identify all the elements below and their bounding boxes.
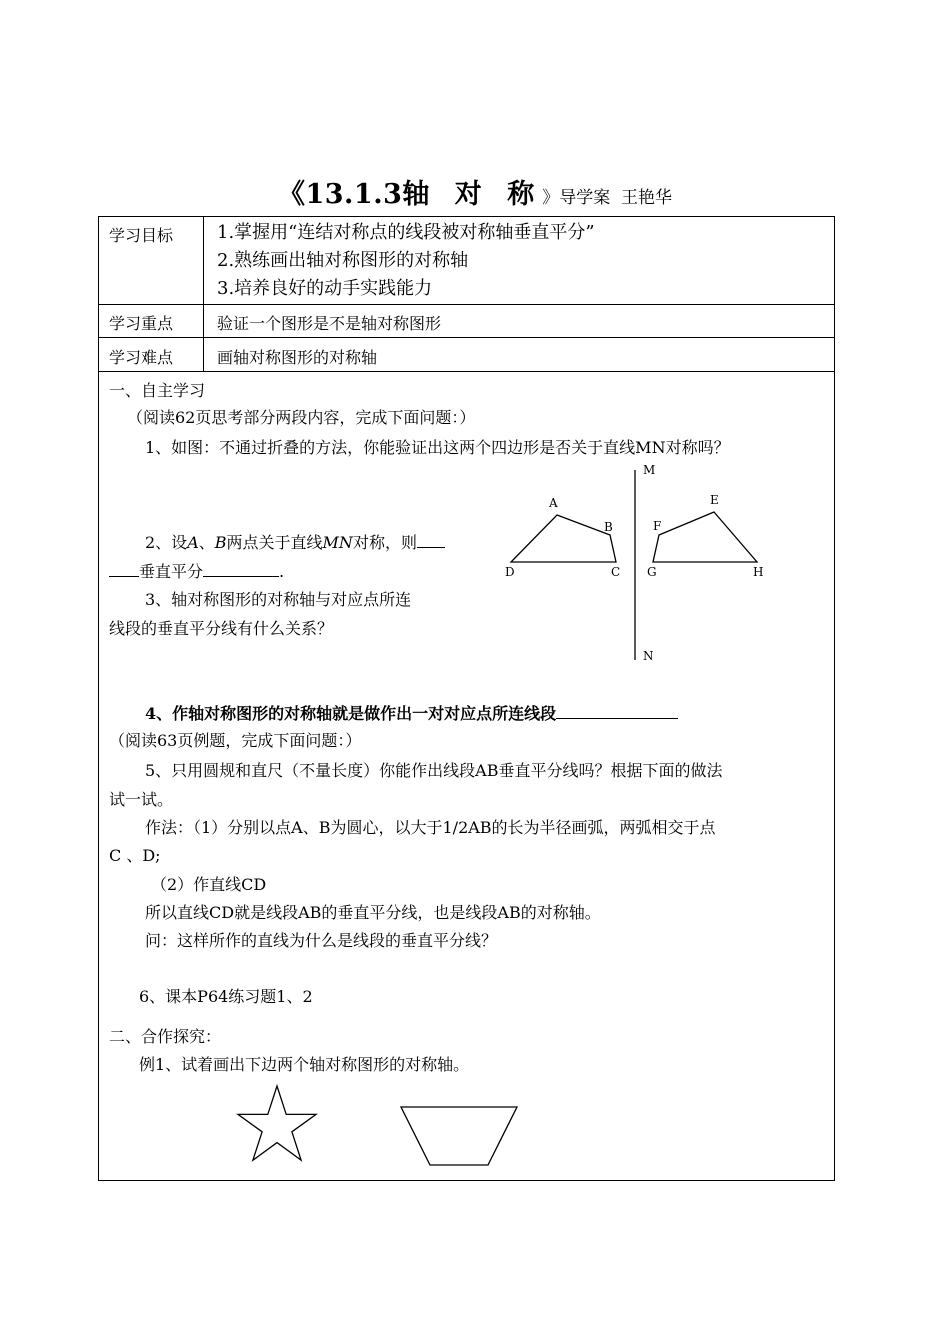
difficulty-label: 学习难点	[109, 348, 174, 367]
q2-point-b: B	[214, 533, 227, 552]
answer-blank[interactable]	[417, 547, 445, 548]
question-3-line1: 3、轴对称图形的对称轴与对应点所连	[145, 590, 412, 609]
title-number: 13.1.3	[305, 179, 403, 210]
star-figure	[231, 1081, 323, 1165]
question-6: 6、课本P64练习题1、2	[139, 987, 313, 1006]
question-why: 问：这样所作的直线为什么是线段的垂直平分线？	[145, 931, 498, 950]
trapezoid-shape	[401, 1107, 517, 1165]
label-m: M	[643, 463, 656, 477]
quadrilateral-abcd	[511, 515, 616, 562]
q2-end: .	[279, 562, 285, 581]
goal-item: 2.熟练画出轴对称图形的对称轴	[217, 250, 469, 271]
label-d: D	[505, 565, 515, 579]
study-sheet-table	[98, 216, 835, 1181]
answer-blank[interactable]	[556, 718, 678, 719]
method-line2: C 、D;	[109, 846, 161, 865]
goal-item: 1.掌握用“连结对称点的线段被对称轴垂直平分”	[217, 222, 595, 243]
q2-suffix: 对称，则	[352, 533, 417, 552]
question-2-line2	[109, 559, 284, 582]
question-2-line1	[145, 530, 445, 553]
column-divider	[203, 217, 204, 371]
question-4-text: 4、作轴对称图形的对称轴就是做作出一对对应点所连线段	[145, 704, 557, 723]
answer-blank[interactable]	[203, 576, 279, 577]
q2-sep: 、	[198, 533, 215, 552]
read-note: （阅读62页思考部分两段内容，完成下面问题：）	[127, 408, 476, 427]
quadrilaterals-figure	[499, 462, 779, 667]
row-divider	[99, 304, 834, 305]
title-author: 王艳华	[621, 188, 673, 208]
row-divider	[99, 337, 834, 338]
title-topic: 轴 对 称	[402, 179, 543, 210]
q2-point-a: A	[187, 533, 199, 552]
document-title	[0, 172, 950, 211]
question-1: 1、如图：不通过折叠的方法，你能验证出这两个四边形是否关于直线MN对称吗？	[145, 438, 730, 457]
label-a: A	[549, 496, 558, 510]
label-b: B	[604, 520, 613, 534]
label-f: F	[653, 519, 662, 533]
trapezoid-figure	[397, 1101, 521, 1167]
label-e: E	[710, 493, 719, 507]
label-n: N	[643, 649, 654, 663]
question-4	[145, 701, 678, 724]
method-step2: （2）作直线CD	[151, 875, 267, 894]
read-note-2: （阅读63页例题，完成下面问题：）	[109, 731, 362, 750]
title-subtitle: 导学案	[559, 188, 611, 208]
key-label: 学习重点	[109, 314, 174, 333]
q2-mid: 两点关于直线	[226, 533, 323, 552]
question-3-line2: 线段的垂直平分线有什么关系？	[109, 619, 334, 638]
key-text: 验证一个图形是不是轴对称图形	[217, 314, 442, 333]
quadrilateral-efgh	[653, 512, 757, 562]
label-g: G	[647, 565, 657, 579]
label-c: C	[611, 565, 621, 579]
section1-heading: 一、自主学习	[109, 381, 206, 400]
star-shape	[238, 1086, 316, 1160]
question-5-line1: 5、只用圆规和直尺（不量长度）你能作出线段AB垂直平分线吗？根据下面的做法	[145, 761, 723, 780]
example-1: 例1、试着画出下边两个轴对称图形的对称轴。	[139, 1055, 470, 1074]
row-divider	[99, 371, 834, 372]
label-h: H	[753, 565, 764, 579]
question-5-line2: 试一试。	[109, 790, 174, 809]
answer-blank[interactable]	[109, 576, 139, 577]
section2-heading: 二、合作探究：	[109, 1027, 222, 1046]
conclusion: 所以直线CD就是线段AB的垂直平分线，也是线段AB的对称轴。	[145, 903, 601, 922]
method-line1: 作法：（1）分别以点A、B为圆心，以大于1/2AB的长为半径画弧，两弧相交于点	[145, 818, 716, 837]
q2-prefix: 2、设	[145, 533, 188, 552]
goals-list	[217, 219, 595, 303]
q2-line-mn: MN	[322, 533, 353, 552]
title-close-bracket: 》	[542, 188, 560, 208]
goals-label: 学习目标	[109, 226, 174, 245]
title-open-bracket: 《	[277, 179, 306, 210]
difficulty-text: 画轴对称图形的对称轴	[217, 348, 378, 367]
goal-item: 3.培养良好的动手实践能力	[217, 278, 433, 299]
q2-line2-text: 垂直平分	[139, 562, 204, 581]
